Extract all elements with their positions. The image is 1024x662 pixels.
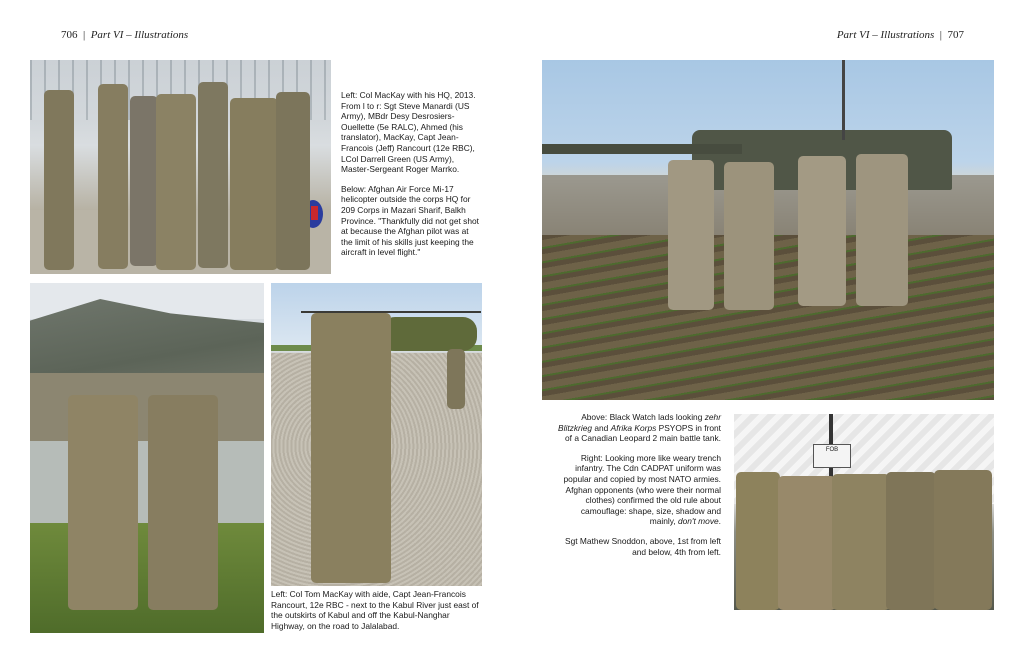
snoddon-caption: Sgt Mathew Snoddon, above, 1st from left and below, 4th from left. [565,535,721,557]
hq-group-caption: Left: Col MacKay with his HQ, 2013. From l to r: Sgt Steve Manardi (US Army), MBdr Desy Desrosiers-Ouellette (5e RALC), Ahmed (his translator), MacKay, Capt Jean-Francois (Jeff) Rancourt (12e RBC), LCol Darrell Green (US Army), Master-Sergeant Roger Marrko. [341,90,476,175]
leopard-tank-photo [542,60,994,400]
hq-group-photo [30,60,331,274]
kabul-river-photo [30,283,264,633]
right-section-title: Part VI – Illustrations [836,29,935,41]
tent-group-photo [734,414,994,610]
right-caption-block [553,412,721,566]
left-section-title: Part VI – Illustrations [90,29,189,41]
right-page-number: 707 [947,29,964,41]
helicopter-caption: Below: Afghan Air Force Mi-17 helicopter outside the corps HQ for 209 Corps in Mazari Sharif, Balkh Province. "Thankfully did not get shot at because the Afghan pilot was at the limit of his skills just keeping the aircraft in level flight." [341,183,479,258]
kabul-river-caption: Left: Col Tom MacKay with aide, Capt Jean-Francois Rancourt, 12e RBC - next to the Kabul River just east of the outskirts of Kabul and off the Kabul-Nanghar Highway, on the road to Jalalabad. [271,589,479,631]
header-separator: | [939,29,942,41]
hq-caption-block [341,90,481,267]
header-separator: | [83,29,86,41]
leopard-caption: Above: Black Watch lads looking zehr Blitzkrieg and Afrika Korps PSYOPS in front of a Canadian Leopard 2 main battle tank. [558,412,721,444]
tent-sign: FOB [813,444,851,468]
left-page-number: 706 [61,29,78,41]
kabul-river-caption-block [271,589,482,640]
right-page-header [837,29,964,41]
helicopter-photo [271,283,482,586]
trench-caption: Right: Looking more like weary trench infantry. The Cdn CADPAT uniform was popular and copied by most NATO armies. Afghan opponents (who were their normal clothes) confirmed the old rule about camouflage: shape, size, shadow and mainly, don't move. [563,452,721,527]
left-page-header [61,29,188,41]
